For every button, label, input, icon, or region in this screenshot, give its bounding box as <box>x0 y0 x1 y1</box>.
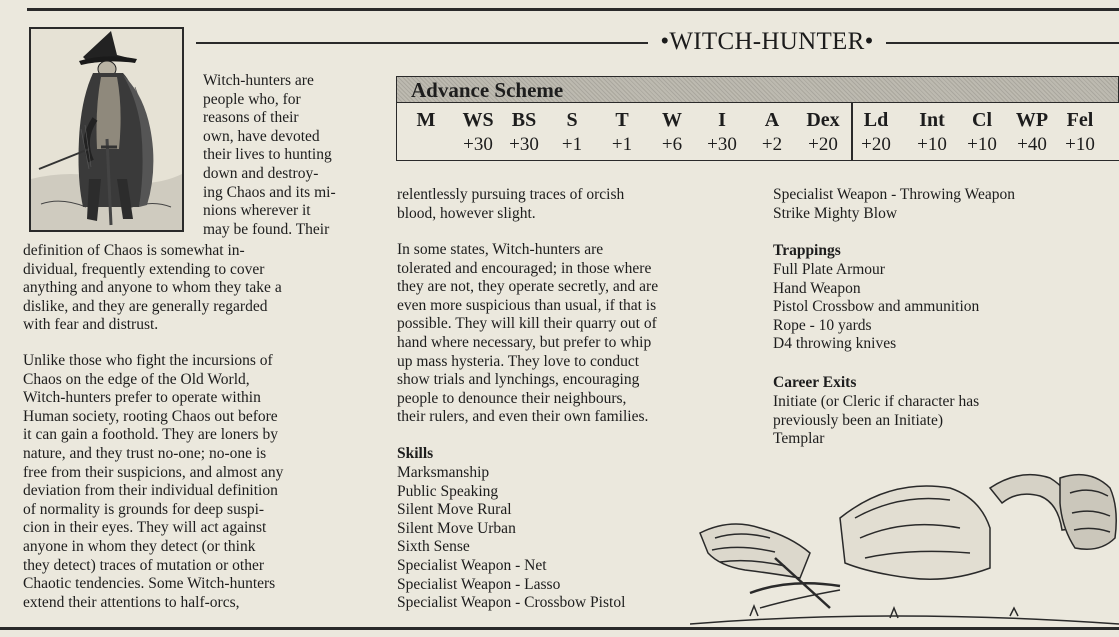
career-exit-item: Templar <box>773 430 825 448</box>
stat-label: Cl <box>972 109 992 131</box>
stat-label: Ld <box>863 109 889 131</box>
trapping-item: Full Plate Armour <box>773 261 885 278</box>
career-exit-item: previously been an Initiate) <box>773 411 944 429</box>
intro-line: Witch-hunters are <box>203 72 314 89</box>
stat-label: BS <box>511 109 537 131</box>
skill-item: Specialist Weapon - Throwing Weapon <box>773 186 1016 203</box>
stat-value: +40 <box>1017 134 1047 155</box>
stat-label: W <box>662 109 682 131</box>
trappings-heading: Trappings <box>773 242 841 259</box>
stat-label: I <box>718 109 726 131</box>
description-para-1: definition of Chaos is somewhat in- dividual, frequently extending to cover anything and anyone to whom they take a dislike, and they are generally regarded with fear and distrust. <box>23 242 282 334</box>
intro-line: nions wherever it <box>203 202 311 220</box>
stat-value: +10 <box>967 134 997 155</box>
stat-value: +30 <box>707 134 737 155</box>
career-title: •WITCH-HUNTER• <box>660 28 874 55</box>
description-para-3: relentlessly pursuing traces of orcish blood, however slight. <box>397 186 625 222</box>
skill-item: Silent Move Rural <box>397 501 512 519</box>
armour-illustration <box>690 458 1119 627</box>
stat-value: +2 <box>761 134 783 155</box>
intro-line: own, have devoted <box>203 127 320 145</box>
skills-heading: Skills <box>397 445 434 462</box>
trapping-item: Pistol Crossbow and ammunition <box>773 298 980 316</box>
skill-item: Silent Move Urban <box>397 519 516 537</box>
stat-cell-ld <box>846 103 906 161</box>
skill-item: Specialist Weapon - Lasso <box>397 575 561 593</box>
stat-value: +1 <box>611 134 633 155</box>
stat-value: +6 <box>661 134 683 155</box>
skill-item: Strike Mighty Blow <box>773 204 898 222</box>
stat-value: +10 <box>917 134 947 155</box>
skill-item: Specialist Weapon - Crossbow Pistol <box>397 594 626 612</box>
advance-scheme-table <box>396 76 1119 161</box>
stat-label: WS <box>462 109 494 131</box>
career-exit-item: Initiate (or Cleric if character has <box>773 393 980 410</box>
skills-list <box>397 464 717 613</box>
title-rule-right <box>886 42 1119 44</box>
stat-value: +20 <box>861 134 891 155</box>
skills-list-continued <box>773 186 1113 223</box>
description-para-2: Unlike those who fight the incursions of Chaos on the edge of the Old World, Witch-hunters prefer to operate within Human society, rooting Chaos out before it can gain a foothold. They are loners by nature, and they trust no-one; no-one is free from their suspicions, and almost any deviation from their individual definition of normality is grounds for deep suspi- cion in their eyes. They will act against anyone in whom they detect (or think they detect) traces of mutation or other Chaotic tendencies. Some Witch-hunters extend their attentions to half-orcs, <box>23 352 284 611</box>
stat-label: A <box>764 109 780 131</box>
title-rule-left <box>196 42 648 44</box>
stat-label: S <box>566 109 578 131</box>
stat-value: +30 <box>463 134 493 155</box>
intro-text <box>203 72 383 239</box>
stat-label: Fel <box>1066 109 1094 131</box>
skill-item: Public Speaking <box>397 482 499 500</box>
top-rule <box>27 8 1119 11</box>
advance-scheme-header <box>396 76 1119 103</box>
stat-value: +20 <box>808 134 838 155</box>
stat-cell-dex <box>793 103 853 161</box>
career-title-bar <box>196 27 1119 57</box>
career-exits-list <box>773 393 1113 449</box>
skill-item: Specialist Weapon - Net <box>397 556 547 574</box>
witch-hunter-illustration <box>29 27 184 232</box>
skill-item: Sixth Sense <box>397 538 470 556</box>
career-exits-heading: Career Exits <box>773 374 857 391</box>
stat-cell-fel <box>1050 103 1110 161</box>
bottom-rule <box>0 627 1119 630</box>
trapping-item: Hand Weapon <box>773 279 861 297</box>
stat-label: Dex <box>806 109 840 131</box>
intro-line: people who, for <box>203 90 301 108</box>
stat-value: +30 <box>509 134 539 155</box>
intro-line: may be found. Their <box>203 220 330 238</box>
stat-label: Int <box>919 109 945 131</box>
stat-label: WP <box>1015 109 1049 131</box>
stat-value: +10 <box>1065 134 1095 155</box>
stat-label: T <box>615 109 629 131</box>
stat-cell-m <box>396 103 456 161</box>
intro-line: ing Chaos and its mi- <box>203 183 336 201</box>
description-para-4: In some states, Witch-hunters are tolerated and encouraged; in those where they are not, they operate secretly, and are even more suspicious than usual, if that is possible. They will kill their quarry out of hand where necessary, but prefer to whip up mass hysteria. They love to conduct show trials and lynchings, encouraging people to denounce their neighbours, their rulers, and even their own families. <box>397 241 659 426</box>
stat-label: M <box>416 109 436 131</box>
stat-value: +1 <box>561 134 583 155</box>
advance-scheme-heading: Advance Scheme <box>411 78 564 102</box>
skill-item: Marksmanship <box>397 464 490 481</box>
trapping-item: Rope - 10 yards <box>773 316 872 334</box>
trappings-list <box>773 261 1113 354</box>
intro-line: their lives to hunting <box>203 146 332 164</box>
trapping-item: D4 throwing knives <box>773 335 897 353</box>
intro-line: reasons of their <box>203 109 299 127</box>
intro-line: down and destroy- <box>203 164 319 182</box>
